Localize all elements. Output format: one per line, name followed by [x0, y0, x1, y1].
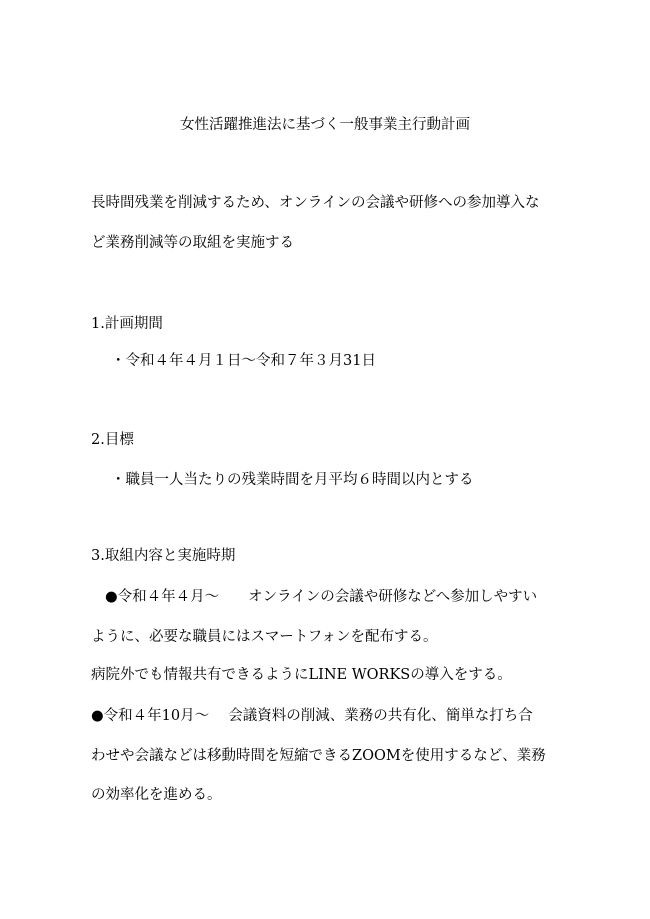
section-heading-goal: 2.目標 [91, 432, 134, 448]
document-title: 女性活躍推進法に基づく一般事業主行動計画 [180, 117, 470, 133]
plan-period-item: ・令和４年４月１日～令和７年３月31日 [111, 353, 376, 369]
action-line: ●令和４年４月～ オンラインの会議や研修などへ参加しやすい [105, 589, 538, 605]
intro-line-2: ど業務削減等の取組を実施する [91, 235, 294, 251]
action-line: ように、必要な職員にはスマートフォンを配布する。 [91, 629, 438, 645]
section-heading-plan-period: 1.計画期間 [91, 316, 163, 332]
action-line: の効率化を進める。 [91, 787, 222, 803]
action-line: 病院外でも情報共有できるようにLINE WORKSの導入をする。 [91, 667, 512, 683]
section-heading-actions: 3.取組内容と実施時期 [91, 548, 236, 564]
goal-item: ・職員一人当たりの残業時間を月平均６時間以内とする [111, 472, 474, 488]
action-line: わせや会議などは移動時間を短縮できるZOOMを使用するなど、業務 [91, 748, 546, 764]
action-line: ●令和４年10月～ 会議資料の削減、業務の共有化、簡単な打ち合 [91, 708, 533, 724]
intro-line-1: 長時間残業を削減するため、オンラインの会議や研修への参加導入な [91, 195, 540, 211]
